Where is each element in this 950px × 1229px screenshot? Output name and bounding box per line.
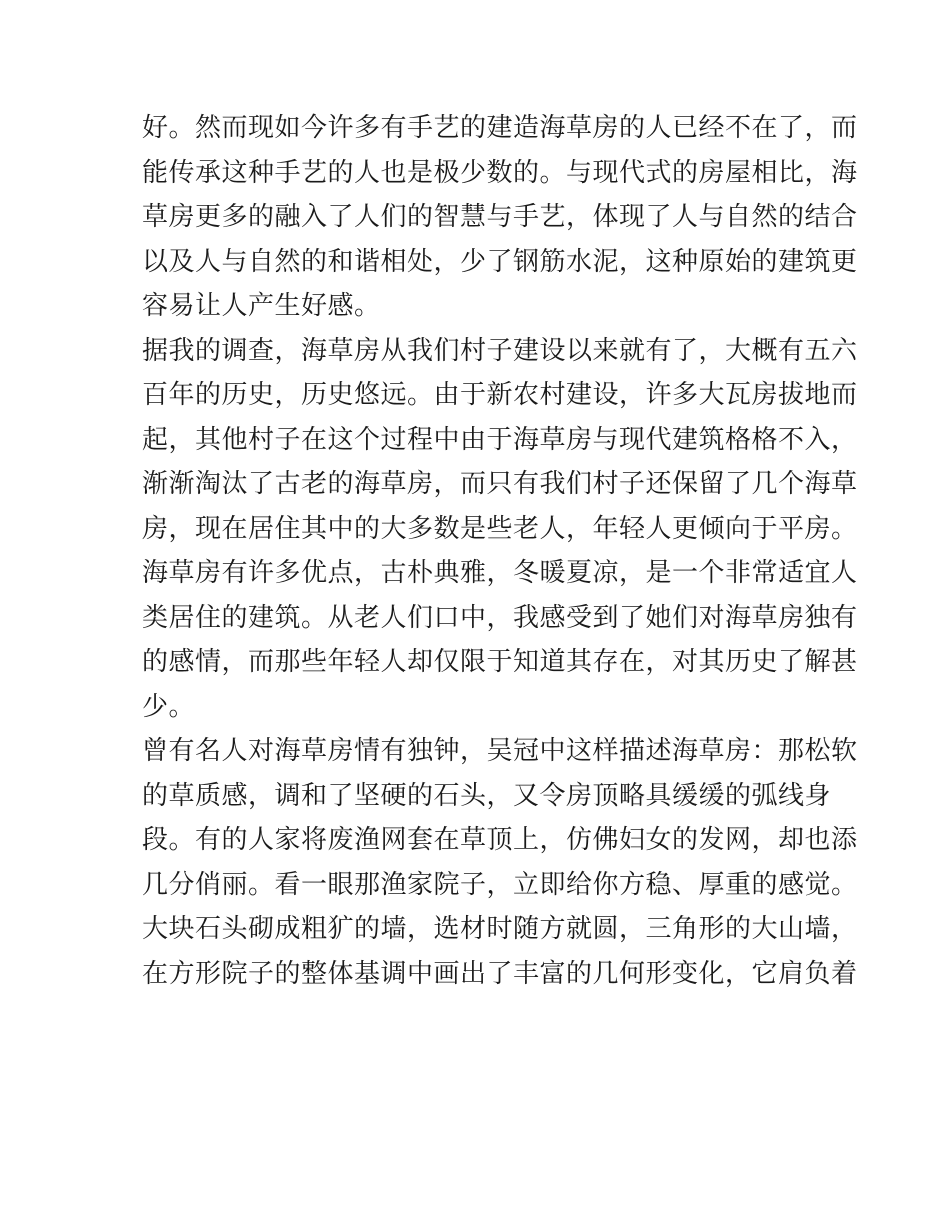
body-text xyxy=(142,106,858,996)
text-line: 类居住的建筑。从老人们口中，我感受到了她们对海草房独有 xyxy=(142,602,858,633)
text-line: 大块石头砌成粗犷的墙，选材时随方就圆，三角形的大山墙， xyxy=(142,914,858,944)
text-line: 几分俏丽。看一眼那渔家院子，立即给你方稳、厚重的感觉。 xyxy=(142,869,858,900)
text-line: 海草房有许多优点，古朴典雅，冬暖夏凉，是一个非常适宜人 xyxy=(142,558,858,588)
text-line: 在方形院子的整体基调中画出了丰富的几何形变化，它肩负着 xyxy=(142,958,858,989)
text-line: 少。 xyxy=(142,691,196,722)
text-line: 以及人与自然的和谐相处，少了钢筋水泥，这种原始的建筑更 xyxy=(142,246,858,277)
text-line: 据我的调查，海草房从我们村子建设以来就有了，大概有五六 xyxy=(142,335,858,366)
text-line: 渐渐淘汰了古老的海草房，而只有我们村子还保留了几个海草 xyxy=(142,469,858,499)
text-line: 容易让人产生好感。 xyxy=(142,291,381,321)
text-line: 房，现在居住其中的大多数是些老人，年轻人更倾向于平房。 xyxy=(142,513,858,544)
text-line: 曾有名人对海草房情有独钟，吴冠中这样描述海草房：那松软 xyxy=(142,736,858,766)
text-line: 百年的历史，历史悠远。由于新农村建设，许多大瓦房拔地而 xyxy=(142,380,858,410)
text-line: 的感情，而那些年轻人却仅限于知道其存在，对其历史了解甚 xyxy=(142,647,858,677)
text-line: 起，其他村子在这个过程中由于海草房与现代建筑格格不入， xyxy=(142,424,858,455)
text-line: 草房更多的融入了人们的智慧与手艺，体现了人与自然的结合 xyxy=(142,202,858,232)
text-line: 好。然而现如今许多有手艺的建造海草房的人已经不在了，而 xyxy=(142,113,858,143)
text-line: 的草质感，调和了坚硬的石头，又令房顶略具缓缓的弧线身 xyxy=(142,780,832,811)
text-line: 段。有的人家将废渔网套在草顶上，仿佛妇女的发网，却也添 xyxy=(142,825,858,855)
text-line: 能传承这种手艺的人也是极少数的。与现代式的房屋相比，海 xyxy=(142,157,858,188)
